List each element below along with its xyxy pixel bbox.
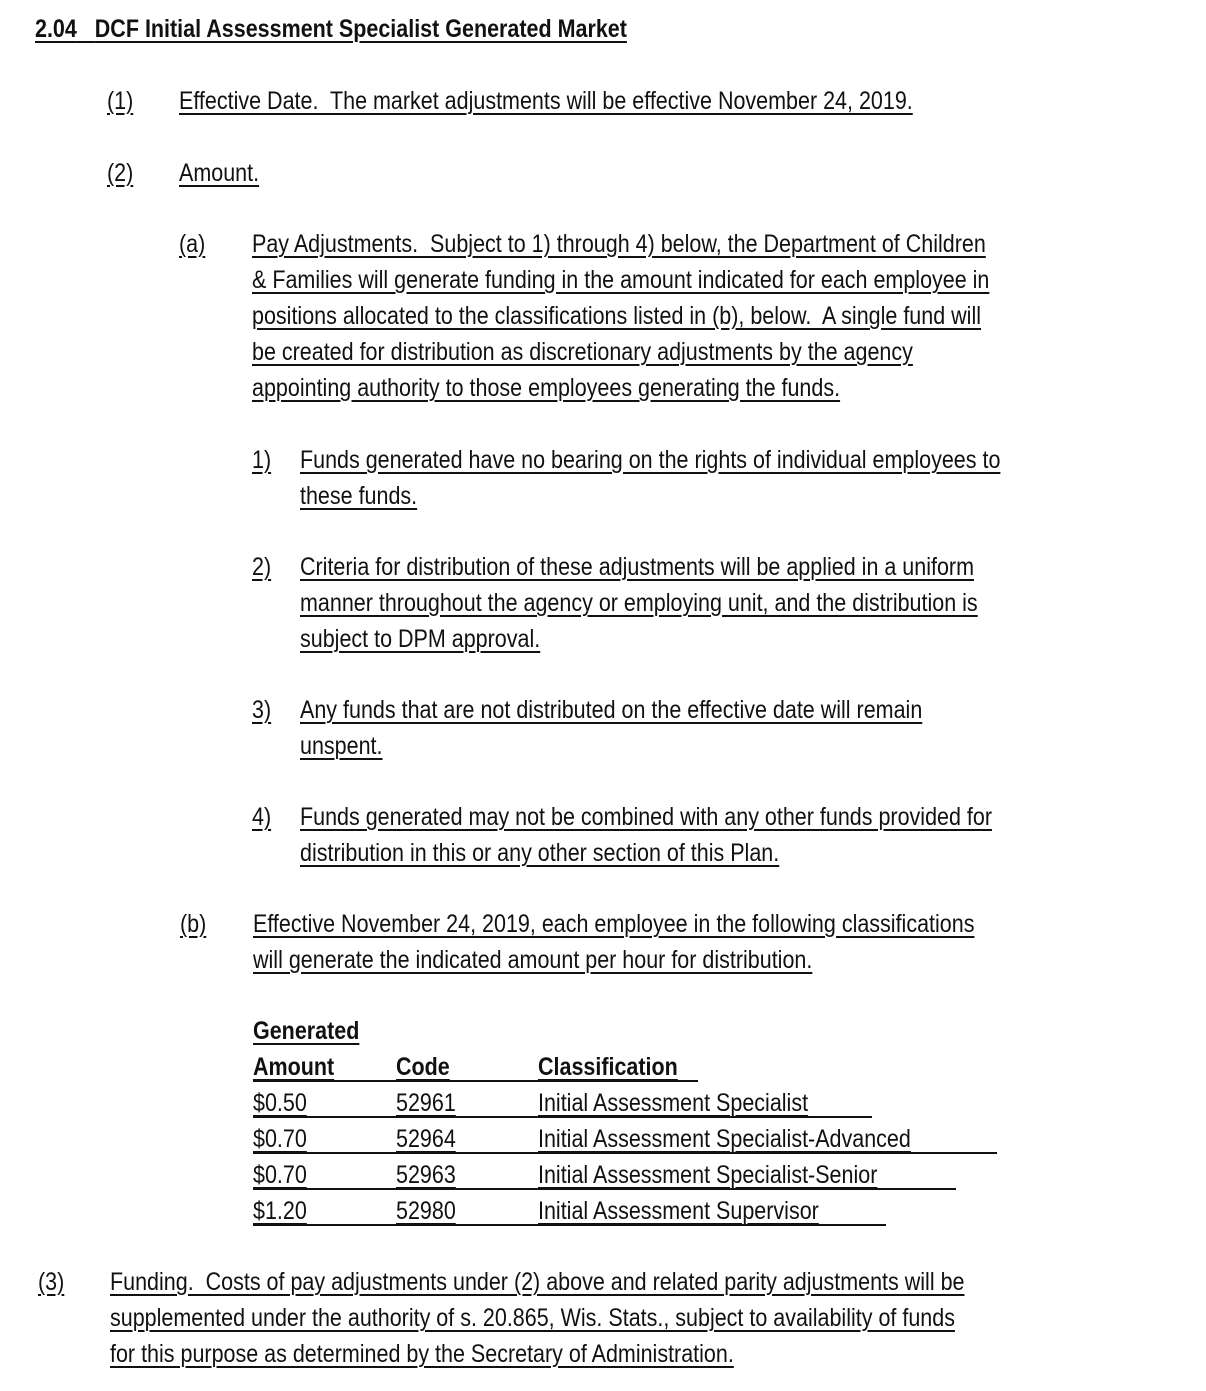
condition-marker: 1) (252, 446, 272, 474)
pay-adjustments-line: appointing authority to those employees generating the funds. (252, 374, 841, 402)
funding-line: Funding. Costs of pay adjustments under (2) above and related parity adjustments will be (110, 1268, 965, 1296)
table-row (253, 1160, 956, 1190)
amount-marker: (2) (107, 159, 134, 187)
cell-amount: $1.20 (253, 1197, 307, 1225)
condition-line: unspent. (300, 732, 383, 760)
classifications-marker: (b) (180, 910, 207, 938)
cell-classification: Initial Assessment Specialist (538, 1089, 809, 1117)
condition-marker: 4) (252, 803, 272, 831)
condition-marker: 2) (252, 553, 272, 581)
funding-marker: (3) (38, 1268, 65, 1296)
table-row (253, 1088, 872, 1118)
cell-code: 52963 (396, 1161, 456, 1189)
condition-line: distribution in this or any other section of this Plan. (300, 839, 780, 867)
cell-code: 52964 (396, 1125, 456, 1153)
funding-line: for this purpose as determined by the Secretary of Administration. (110, 1340, 734, 1368)
header-classification: Classification (538, 1053, 678, 1081)
section-title: DCF Initial Assessment Specialist Generated Market (94, 15, 627, 43)
condition-line: Any funds that are not distributed on the effective date will remain (300, 696, 923, 724)
section-heading (35, 14, 627, 44)
condition-line: subject to DPM approval. (300, 625, 541, 653)
table-header-generated: Generated (253, 1017, 360, 1045)
cell-amount: $0.70 (253, 1161, 307, 1189)
classifications-line: will generate the indicated amount per hour for distribution. (253, 946, 813, 974)
condition-line: Funds generated may not be combined with any other funds provided for (300, 803, 993, 831)
amount-heading: Amount. (179, 159, 260, 187)
pay-adjustments-line: & Families will generate funding in the amount indicated for each employee in (252, 266, 990, 294)
condition-line: these funds. (300, 482, 418, 510)
table-header-row (253, 1052, 698, 1082)
pay-adjustments-line: be created for distribution as discretionary adjustments by the agency (252, 338, 913, 366)
cell-code: 52961 (396, 1089, 456, 1117)
condition-line: manner throughout the agency or employing unit, and the distribution is (300, 589, 978, 617)
section-number: 2.04 (35, 15, 77, 43)
cell-amount: $0.50 (253, 1089, 307, 1117)
pay-adjustments-line: Pay Adjustments. Subject to 1) through 4) below, the Department of Children (252, 230, 986, 258)
condition-marker: 3) (252, 696, 272, 724)
condition-line: Criteria for distribution of these adjustments will be applied in a uniform (300, 553, 974, 581)
effective-date-text: Effective Date. The market adjustments will be effective November 24, 2019. (179, 87, 913, 115)
funding-line: supplemented under the authority of s. 20.865, Wis. Stats., subject to availability of funds (110, 1304, 955, 1332)
cell-code: 52980 (396, 1197, 456, 1225)
cell-amount: $0.70 (253, 1125, 307, 1153)
classifications-line: Effective November 24, 2019, each employee in the following classifications (253, 910, 975, 938)
cell-classification: Initial Assessment Specialist-Senior (538, 1161, 878, 1189)
pay-adjustments-marker: (a) (179, 230, 206, 258)
effective-date-marker: (1) (107, 87, 134, 115)
table-row (253, 1196, 886, 1226)
pay-adjustments-line: positions allocated to the classifications listed in (b), below. A single fund will (252, 302, 982, 330)
table-row (253, 1124, 997, 1154)
header-amount: Amount (253, 1053, 335, 1081)
header-code: Code (396, 1053, 450, 1081)
cell-classification: Initial Assessment Specialist-Advanced (538, 1125, 911, 1153)
cell-classification: Initial Assessment Supervisor (538, 1197, 819, 1225)
condition-line: Funds generated have no bearing on the rights of individual employees to (300, 446, 1001, 474)
